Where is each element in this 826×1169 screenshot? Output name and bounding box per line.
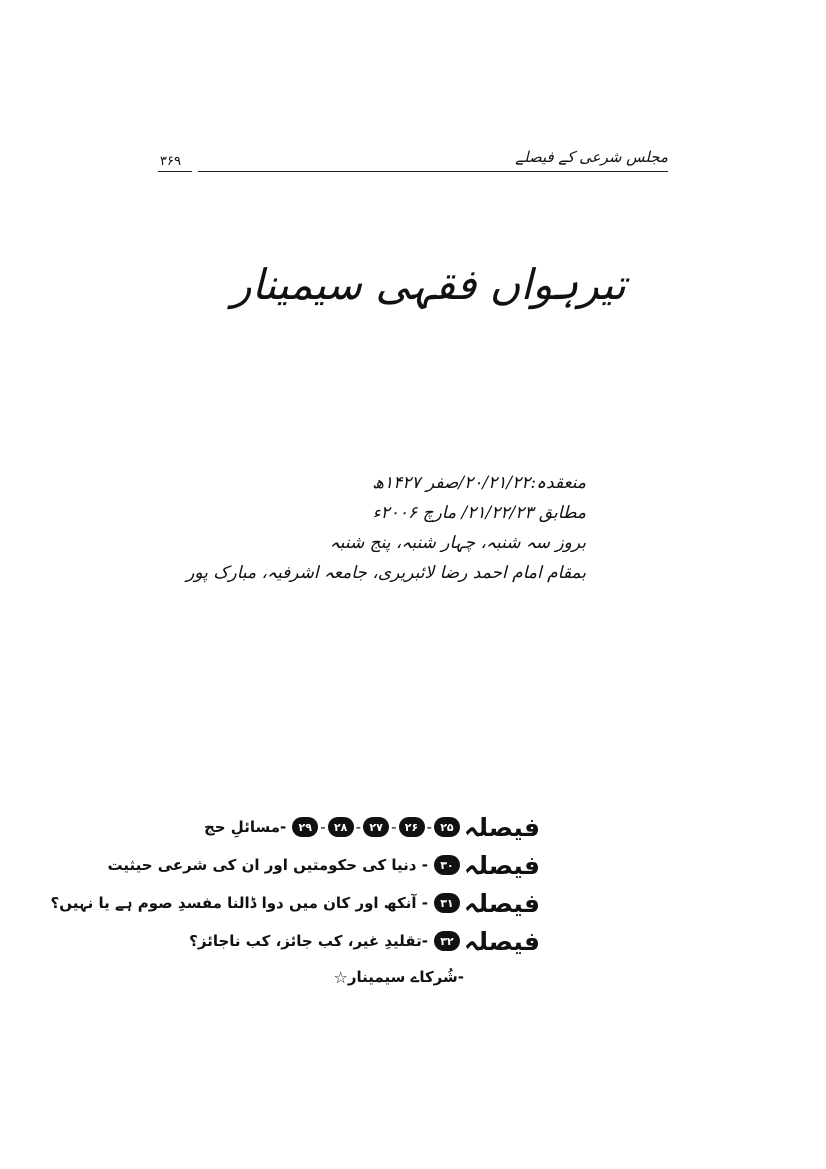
- seminar-title: تیرہواں فقہی سیمینار: [231, 260, 626, 309]
- decision-label: فیصلہ: [463, 850, 540, 880]
- decision-numbers: [292, 817, 460, 837]
- decision-label: فیصلہ: [463, 812, 540, 842]
- number-separator: -: [320, 818, 326, 836]
- decision-number-badge: ۲۸: [328, 817, 354, 837]
- participants-row: [120, 960, 540, 994]
- decision-number-badge: ۲۵: [434, 817, 460, 837]
- number-separator: -: [355, 818, 362, 836]
- page-number-rule: [158, 171, 192, 172]
- held-on-date: منعقدہ:۲۰/۲۱/۲۲/صفر ۱۴۲۷ھ: [372, 473, 586, 493]
- corresponding-date: مطابق ۲۱/۲۲/۲۳/ مارچ ۲۰۰۶ء: [372, 503, 586, 523]
- decisions-list: [50, 808, 540, 994]
- running-title: مجلس شرعی کے فیصلے: [515, 148, 668, 166]
- decision-label: فیصلہ: [463, 926, 540, 956]
- decision-number-badge: ۳۱: [434, 893, 460, 913]
- decision-number-badge: ۲۷: [363, 817, 389, 837]
- seminar-days: بروز سہ شنبہ، چہار شنبہ، پنج شنبہ: [329, 533, 586, 553]
- decision-row: [120, 922, 540, 960]
- decision-number-badge: ۳۲: [434, 931, 460, 951]
- seminar-info: [146, 468, 586, 588]
- decision-topic: - آنکھ اور کان میں دوا ڈالنا مفسدِ صوم ہے یا نہیں؟: [50, 894, 428, 912]
- decision-number-badge: ۲۹: [292, 817, 318, 837]
- participants-label: -شُرکاے سیمینار: [347, 968, 464, 986]
- decision-row: [107, 846, 540, 884]
- number-separator: -: [426, 818, 432, 836]
- decision-row: [50, 884, 540, 922]
- header-rule: [198, 171, 668, 172]
- decision-topic: -تقلیدِ غیر، کب جائز، کب ناجائز؟: [189, 932, 428, 950]
- decision-label: فیصلہ: [463, 888, 540, 918]
- star-outline-icon: ☆: [333, 967, 348, 987]
- seminar-venue: بمقام امام احمد رضا لائبریری، جامعہ اشرفیہ، مبارک پور: [186, 563, 586, 583]
- decision-number-badge: ۳۰: [434, 855, 460, 875]
- decision-topic: - دنیا کی حکومتیں اور ان کی شرعی حیثیت: [107, 856, 428, 874]
- decision-number-badge: ۲۶: [399, 817, 425, 837]
- decision-topic: -مسائلِ حج: [203, 818, 287, 836]
- number-separator: -: [391, 818, 397, 836]
- decision-row: [120, 808, 540, 846]
- page-number: ۳۶۹: [160, 154, 181, 169]
